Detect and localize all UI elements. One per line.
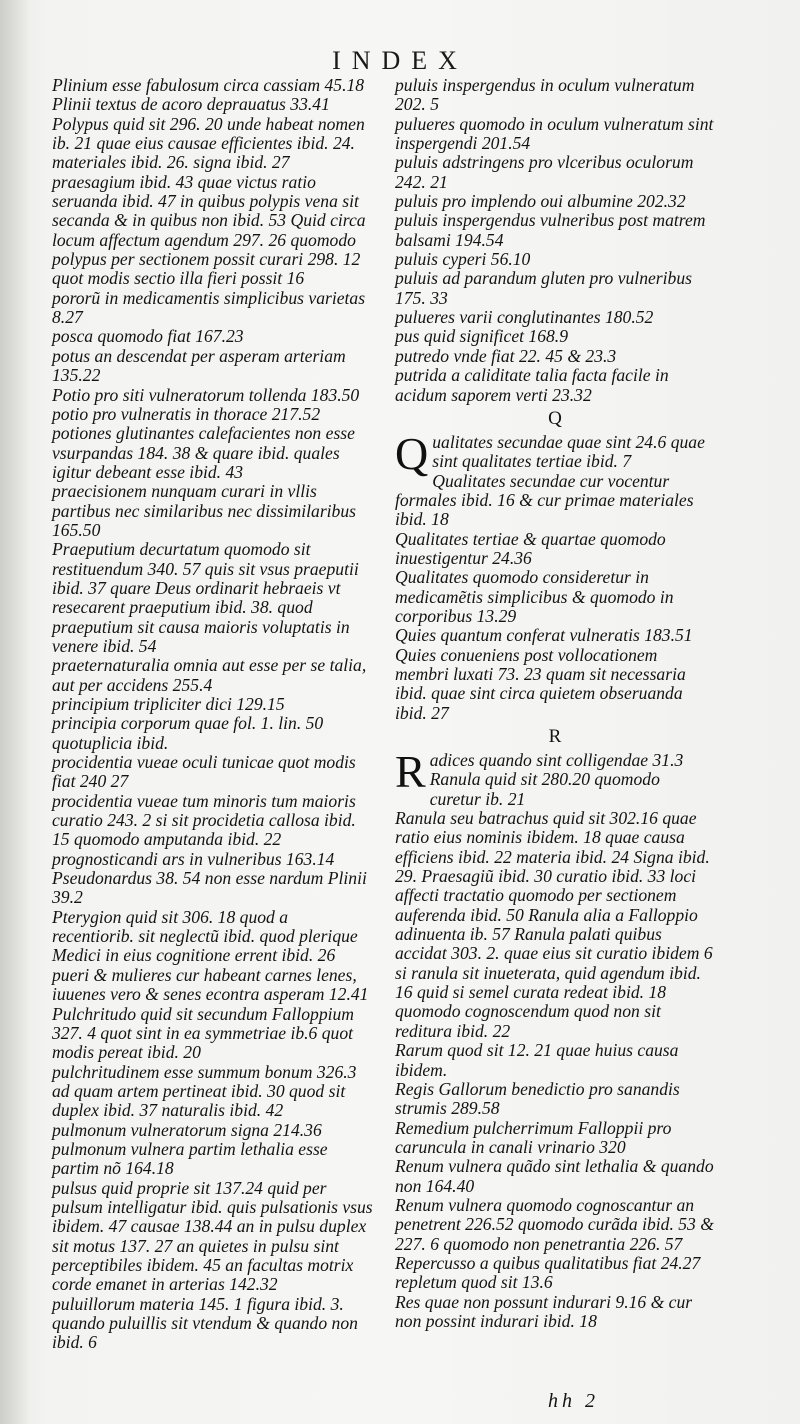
index-entry: Ranula quid sit 280.20 quomodo curetur ib. 21 <box>429 769 660 809</box>
index-entry: procidentia vueae tum minoris tum maioris curatio 243. 2 si sit procidetia callosa ibid. 15 quomodo amputanda ibid. 22 <box>52 790 356 850</box>
index-entry: puluis adstringens pro vlceribus oculorum 242. 21 <box>395 152 694 192</box>
gutter-shadow <box>0 0 30 1424</box>
dropcap-q: Q <box>395 427 429 479</box>
right-index-column <box>395 76 715 1331</box>
index-entry: Potio pro siti vulneratorum tollenda 183.50 <box>52 384 360 405</box>
index-entry: puluillorum materia 145. 1 figura ibid. 3. quando puluillis sit vtendum & quando non ibid. 6 <box>52 1293 358 1353</box>
index-entry: Qualitates tertiae & quartae quomodo inuestigentur 24.36 <box>395 528 666 568</box>
index-entry: Renum vulnera quãdo sint lethalia & quando non 164.40 <box>395 1156 714 1196</box>
index-entry: pulueres quomodo in oculum vulneratum sint inspergendi 201.54 <box>395 113 714 154</box>
index-entry: potus an descendat per asperam arteriam 135.22 <box>52 345 346 386</box>
index-entry: prognosticandi ars in vulneribus 163.14 <box>52 848 335 869</box>
index-entry: putrida a caliditate talia facta facile in acidum saporem verti 23.32 <box>395 365 669 405</box>
section-letter-r: R <box>548 726 562 747</box>
index-entry: Praeputium decurtatum quomodo sit restituendum 340. 57 quis sit vsus praeputii ibid. 37 quare Deus ordinarit hebraeis vt resecarent praeputium ibid. 38. quod praeputium sit causa maioris voluptatis in venere ibid. 54 <box>52 539 359 656</box>
index-entry: procidentia vueae oculi tunicae quot modis fiat 240 27 <box>52 752 356 792</box>
index-entry: puluis pro implendo oui albumine 202.32 <box>395 191 686 212</box>
r-section <box>395 746 715 1331</box>
index-entry: praecisionem nunquam curari in vllis partibus nec similaribus nec dissimilaribus 165.50 <box>52 481 356 540</box>
left-index-column <box>52 76 374 1353</box>
index-entry: Pulchritudo quid sit secundum Falloppium 327. 4 quot sint in ea symmetriae ib.6 quot modis pereat ibid. 20 <box>52 1003 355 1063</box>
dropcap-r: R <box>395 746 426 797</box>
index-entry: Ranula seu batrachus quid sit 302.16 quae ratio eius nominis ibidem. 18 quae causa efficiens ibid. 22 materia ibid. 24 Signa ibid. 29. Praesagiũ ibid. 30 curatio ibid. 33 loci affecti tractatio quomodo per sectionem auferenda ibid. 50 Ranula alia a Falloppio adinuenta ib. 57 Ranula palati quibus accidat 303. 2. quae eius sit curatio ibidem 6 si ranula sit inueterata, quid agendum ibid. 16 quid si semel curata redeat ibid. 18 quomodo cognoscendum quod non sit reditura ibid. 22 <box>395 808 713 1041</box>
entry-list <box>52 76 374 1353</box>
index-entry: puluis inspergendus in oculum vulneratum 202. 5 <box>395 75 695 115</box>
index-entry: puluis inspergendus vulneribus post matrem balsami 194.54 <box>395 210 706 250</box>
index-entry: pulchritudinem esse summum bonum 326.3 ad quam artem pertineat ibid. 30 quod sit duplex ibid. 37 naturalis ibid. 42 <box>52 1061 357 1121</box>
q-entries <box>395 427 715 723</box>
index-entry: Polypus quid sit 296. 20 unde habeat nomen ib. 21 quae eius causae efficientes ibid. 24. materiales ibid. 26. signa ibid. 27 praesagium ibid. 43 quae victus ratio seruanda ibid. 47 in quibus polypis vena sit secanda & in quibus non ibid. 53 Quid circa locum affectum agendum 297. 26 quomodo polypus per sectionem possit curari 298. 12 quot modis sectio illa fieri possit 16 <box>52 113 366 289</box>
running-head: INDEX <box>332 46 468 75</box>
index-entry: principium tripliciter dici 129.15 <box>52 694 285 714</box>
r-entries <box>395 746 715 1331</box>
index-entry: pus quid significet 168.9 <box>395 326 568 347</box>
index-entry: Remedium pulcherrimum Falloppii pro caruncula in canali vrinario 320 <box>395 1117 672 1157</box>
index-entry: puluis ad parandum gluten pro vulneribus 175. 33 <box>395 268 692 308</box>
index-entry: puluis cyperi 56.10 <box>395 249 531 270</box>
q-section <box>395 427 715 723</box>
index-entry: Quies conueniens post vollocationem membri luxati 73. 23 quam sit necessaria ibid. quae sint circa quietem obseruanda ibid. 27 <box>395 644 686 723</box>
section-letter-q: Q <box>548 407 562 429</box>
index-entry: Qualitates secundae cur vocentur formales ibid. 16 & cur primae materiales ibid. 18 <box>395 470 694 530</box>
index-entry: Plinii textus de acoro deprauatus 33.41 <box>52 94 330 115</box>
index-entry: ualitates secundae quae sint 24.6 quae sint qualitates tertiae ibid. 7 <box>432 431 705 472</box>
index-entry: Repercusso a quibus qualitatibus fiat 24.27 <box>395 1252 701 1273</box>
signature-mark: hh 2 <box>548 1390 599 1412</box>
index-entry: Res quae non possunt indurari 9.16 & cur non possint indurari ibid. 18 <box>395 1291 693 1331</box>
index-entry: Regis Gallorum benedictio pro sanandis strumis 289.58 <box>395 1078 680 1119</box>
index-entry: potiones glutinantes calefacientes non esse vsurpandas 184. 38 & quare ibid. quales igitur debeant esse ibid. 43 <box>52 423 355 482</box>
index-entry: Pterygion quid sit 306. 18 quod a recentiorib. sit neglectũ ibid. quod plerique Medici in eius cognitione errent ibid. 26 <box>52 906 358 966</box>
index-entry: pulmonum vulnera partim lethalia esse partim nõ 164.18 <box>52 1138 328 1179</box>
index-entry: Renum vulnera quomodo cognoscantur an penetrent 226.52 quomodo curãda ibid. 53 & 227. 6 quomodo non penetrantia 226. 57 <box>395 1194 714 1254</box>
index-entry: Qualitates quomodo consideretur in medicamẽtis simplicibus & quomodo in corporibus 13.29 <box>395 567 674 626</box>
index-entry: putredo vnde fiat 22. 45 & 23.3 <box>395 345 617 366</box>
index-entry: posca quomodo fiat 167.23 <box>52 326 244 347</box>
index-entry: repletum quod sit 13.6 <box>395 1272 553 1293</box>
index-entry: pulueres varii conglutinantes 180.52 <box>395 307 654 328</box>
p-entries <box>395 76 715 405</box>
index-entry: pulsus quid proprie sit 137.24 quid per pulsum intelligatur ibid. quis pulsationis vsus ibidem. 47 causae 138.44 an in pulsu duplex sit motus 137. 27 an quietes in pulsu sint perceptibiles ibidem. 45 an facultas motrix corde emanet in arterias 142.32 <box>52 1177 373 1295</box>
index-entry: pororũ in medicamentis simplicibus varietas 8.27 <box>52 287 366 328</box>
index-entry: Quies quantum conferat vulneratis 183.51 <box>395 625 693 646</box>
index-entry: adices quando sint colligendae 31.3 <box>429 750 684 770</box>
index-entry: Plinium esse fabulosum circa cassiam 45.18 <box>52 75 365 95</box>
index-entry: pulmonum vulneratorum signa 214.36 <box>52 1119 322 1140</box>
index-entry: Rarum quod sit 12. 21 quae huius causa ibidem. <box>395 1040 679 1080</box>
index-entry: principia corporum quae fol. 1. lin. 50 quotuplicia ibid. <box>52 713 324 753</box>
index-entry: potio pro vulneratis in thorace 217.52 <box>52 403 321 424</box>
index-entry: pueri & mulieres cur habeant carnes lenes, iuuenes vero & senes econtra asperam 12.41 <box>52 964 369 1005</box>
index-entry: Pseudonardus 38. 54 non esse nardum Plinii 39.2 <box>52 868 367 908</box>
index-entry: praeternaturalia omnia aut esse per se talia, aut per accidens 255.4 <box>52 655 367 695</box>
